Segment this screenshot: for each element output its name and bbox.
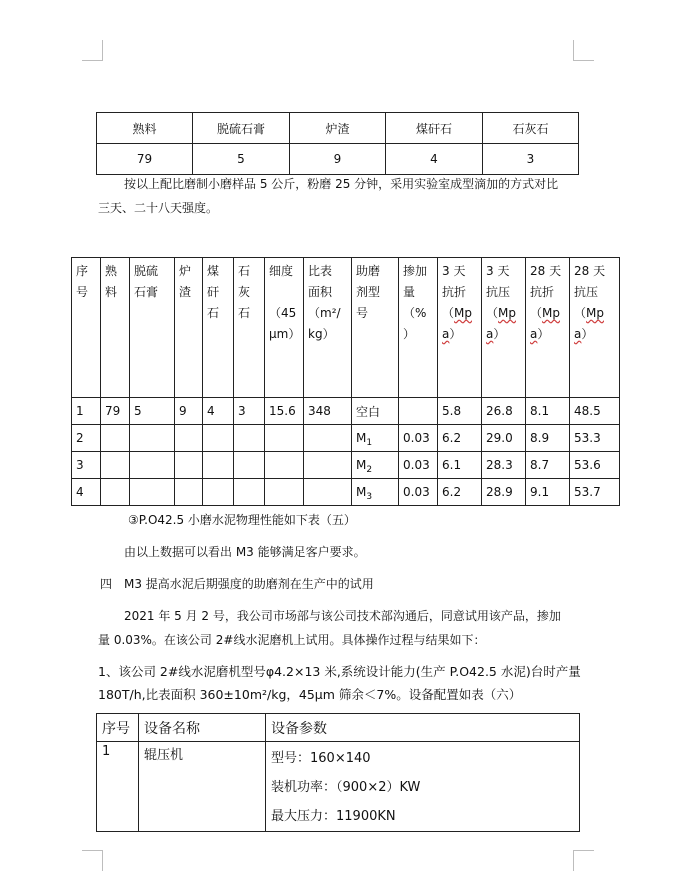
header-cell [482, 258, 526, 398]
table-cell: 3 [234, 398, 265, 425]
value-cell: 79 [97, 144, 193, 175]
header-line: 炉 [179, 264, 192, 278]
table-cell [130, 479, 175, 506]
value-cell: 9 [290, 144, 386, 175]
table-cell: 8.1 [526, 398, 570, 425]
table-cell [265, 452, 304, 479]
table-cell [175, 452, 203, 479]
table-cell [304, 479, 352, 506]
table-cell: 53.6 [570, 452, 620, 479]
table-cell [265, 425, 304, 452]
table-cell [130, 425, 175, 452]
header-line: （Mp [442, 306, 472, 320]
header-line: 量 [403, 285, 416, 299]
paragraph-line: 按以上配比磨制小磨样品 5 公斤，粉磨 25 分钟，采用实验室成型滴加的方式对比 [124, 177, 559, 191]
paragraph-line: 2021 年 5 月 2 号，我公司市场部与该公司技术部沟通后，同意试用该产品，掺加 [124, 609, 561, 623]
header-line: 抗折 [442, 285, 467, 299]
paragraph-line: 三天、二十八天强度。 [98, 201, 219, 215]
header-line: 灰 [238, 285, 251, 299]
header-cell [265, 258, 304, 398]
table-cell: 28.9 [482, 479, 526, 506]
table-caption: ③P.O42.5 小磨水泥物理性能如下表（五） [128, 513, 356, 527]
header-cell: 煤矸石 [386, 113, 483, 144]
header-cell [570, 258, 620, 398]
table-cell: 0.03 [399, 452, 438, 479]
table-cell: 6.1 [438, 452, 482, 479]
header-line: 矸 [207, 285, 220, 299]
table-cell [203, 479, 234, 506]
table-cell [130, 452, 175, 479]
header-line: 石 [238, 264, 251, 278]
value-cell: 5 [193, 144, 290, 175]
header-line: kg） [308, 327, 335, 341]
equipment-name: 辊压机 [139, 742, 266, 832]
table-cell: 4 [72, 479, 101, 506]
header-line: 号 [76, 285, 89, 299]
table-cell: 5 [130, 398, 175, 425]
table-row [72, 398, 620, 425]
table-cell [399, 398, 438, 425]
table-cell: 8.9 [526, 425, 570, 452]
table-cell: 9 [175, 398, 203, 425]
header-cell: 熟料 [97, 113, 193, 144]
table-cell: 2 [72, 425, 101, 452]
table-cell: 348 [304, 398, 352, 425]
header-line: 石膏 [134, 285, 159, 299]
header-line: （Mp [574, 306, 604, 320]
header-line: （45 [269, 306, 297, 320]
table-cell: 4 [203, 398, 234, 425]
header-line: 比表 [308, 264, 333, 278]
page-corner-bottom-right [573, 850, 594, 871]
equipment-row [97, 742, 580, 832]
header-cell [304, 258, 352, 398]
table-cell: 9.1 [526, 479, 570, 506]
table-cell: 5.8 [438, 398, 482, 425]
table-cell [304, 425, 352, 452]
table-row [72, 452, 620, 479]
header-line: （% [403, 306, 427, 320]
section-heading: 四 M3 提高水泥后期强度的助磨剂在生产中的试用 [100, 577, 374, 591]
header-line: 石 [238, 306, 251, 320]
table-row [72, 479, 620, 506]
value-cell: 4 [386, 144, 483, 175]
header-cell: 设备名称 [139, 714, 266, 742]
mix-ratio-header-row [97, 113, 579, 144]
header-cell [130, 258, 175, 398]
page-corner-bottom-left [82, 850, 103, 871]
header-cell: 序号 [97, 714, 139, 742]
table-cell: 79 [101, 398, 130, 425]
equipment-params [266, 742, 580, 832]
header-cell: 脱硫石膏 [193, 113, 290, 144]
table-cell: $M_2$ [352, 452, 399, 479]
equipment-table [96, 713, 580, 832]
table-cell: 53.3 [570, 425, 620, 452]
strength-test-table [71, 257, 620, 506]
equipment-no: 1 [97, 742, 139, 832]
mix-ratio-value-row [97, 144, 579, 175]
table-cell: $M_3$ [352, 479, 399, 506]
header-cell [72, 258, 101, 398]
header-line: a） [486, 327, 506, 341]
table-cell [304, 452, 352, 479]
table-cell: 53.7 [570, 479, 620, 506]
table-cell: 空白 [352, 398, 399, 425]
header-line: 石 [207, 306, 220, 320]
table-cell: 26.8 [482, 398, 526, 425]
header-line: 序 [76, 264, 89, 278]
header-line: 细度 [269, 264, 294, 278]
table-cell: 8.7 [526, 452, 570, 479]
table-cell [234, 425, 265, 452]
header-line: 面积 [308, 285, 333, 299]
table-cell [175, 425, 203, 452]
table-cell [234, 479, 265, 506]
header-line: （m²/ [308, 306, 341, 320]
header-cell [203, 258, 234, 398]
header-cell [438, 258, 482, 398]
table-cell: 29.0 [482, 425, 526, 452]
table-cell [203, 425, 234, 452]
header-cell: 石灰石 [483, 113, 579, 144]
paragraph-line: 量 0.03%。在该公司 2#线水泥磨机上试用。具体操作过程与结果如下： [98, 633, 486, 647]
conclusion-text: 由以上数据可以看出 M3 能够满足客户要求。 [124, 545, 366, 559]
table-cell: 0.03 [399, 425, 438, 452]
table-cell: 6.2 [438, 425, 482, 452]
header-line: 剂型 [356, 285, 381, 299]
table-cell [203, 452, 234, 479]
header-cell [526, 258, 570, 398]
header-line: 号 [356, 306, 369, 320]
paragraph-line: 1、该公司 2#线水泥磨机型号φ4.2×13 米,系统设计能力(生产 P.O42.5 水泥)台时产量 [98, 664, 581, 679]
header-line: 助磨 [356, 264, 381, 278]
table-cell: 0.03 [399, 479, 438, 506]
header-line: a） [442, 327, 462, 341]
table-cell: 15.6 [265, 398, 304, 425]
header-line: 抗压 [486, 285, 511, 299]
equipment-header-row [97, 714, 580, 742]
header-cell [399, 258, 438, 398]
value-cell: 3 [483, 144, 579, 175]
header-cell: 炉渣 [290, 113, 386, 144]
page-corner-top-left [82, 40, 103, 61]
header-line: 抗压 [574, 285, 599, 299]
equipment-param: 装机功率：（900×2）KW [271, 780, 421, 795]
header-line: （Mp [530, 306, 560, 320]
table-cell [175, 479, 203, 506]
header-line: 煤 [207, 264, 220, 278]
header-line: 28 天 [530, 264, 562, 278]
header-line: a） [530, 327, 550, 341]
header-line: 掺加 [403, 264, 428, 278]
paragraph-line: 180T/h,比表面积 360±10m²/kg，45μm 筛余＜7%。设备配置如表（六） [98, 687, 522, 702]
table-cell [234, 452, 265, 479]
header-line: a） [574, 327, 594, 341]
header-line [269, 282, 300, 303]
table-cell [265, 479, 304, 506]
header-line: 脱硫 [134, 264, 159, 278]
header-cell [352, 258, 399, 398]
header-line: 3 天 [442, 264, 466, 278]
header-line: 熟 [105, 264, 118, 278]
table-row [72, 425, 620, 452]
table-cell: $M_1$ [352, 425, 399, 452]
header-line: 料 [105, 285, 118, 299]
header-line: ） [403, 327, 416, 341]
header-line: 抗折 [530, 285, 555, 299]
table-cell [101, 452, 130, 479]
table-cell: 28.3 [482, 452, 526, 479]
header-cell [234, 258, 265, 398]
header-line: 渣 [179, 285, 192, 299]
header-line: μm） [269, 327, 301, 341]
table-cell: 3 [72, 452, 101, 479]
header-cell [101, 258, 130, 398]
header-cell: 设备参数 [266, 714, 580, 742]
header-line: 3 天 [486, 264, 510, 278]
header-line: （Mp [486, 306, 516, 320]
header-cell [175, 258, 203, 398]
table-cell [101, 425, 130, 452]
page-corner-top-right [573, 40, 594, 61]
table-cell: 6.2 [438, 479, 482, 506]
table-cell: 1 [72, 398, 101, 425]
table-cell [101, 479, 130, 506]
table-cell: 48.5 [570, 398, 620, 425]
strength-table-header-row [72, 258, 620, 398]
header-line: 28 天 [574, 264, 606, 278]
equipment-param: 型号：160×140 [271, 751, 371, 766]
mix-ratio-table [96, 112, 579, 175]
equipment-param: 最大压力：11900KN [271, 809, 396, 824]
